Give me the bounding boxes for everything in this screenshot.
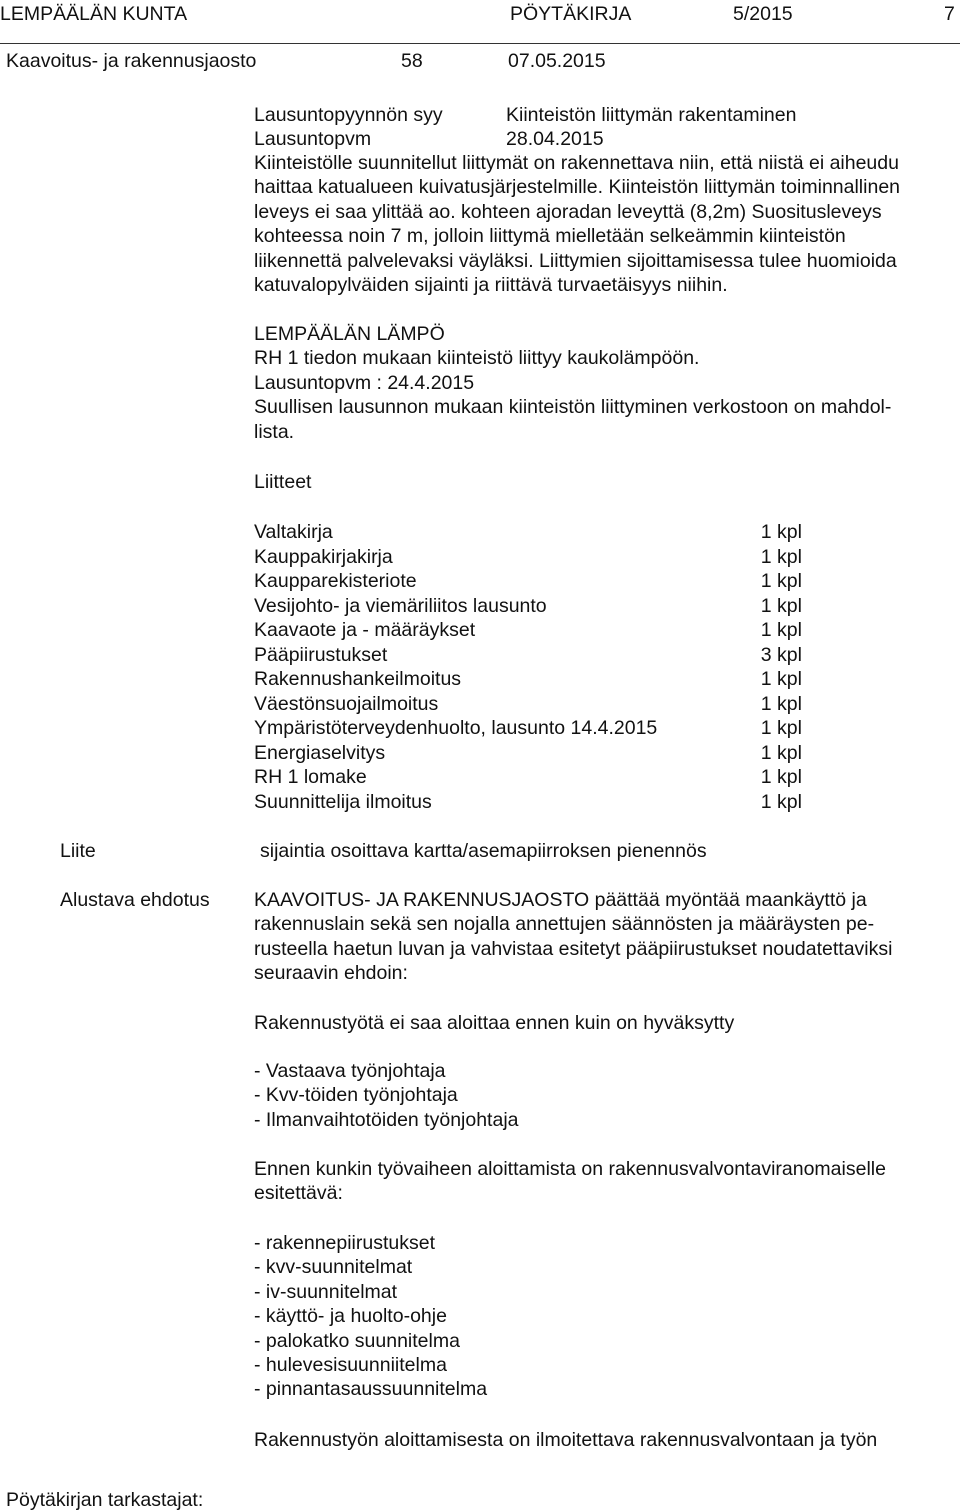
attachment-name: Vesijohto- ja viemäriliitos lausunto: [254, 594, 547, 617]
appendix-text: sijaintia osoittava kartta/asemapiirroksen pienennös: [260, 840, 707, 862]
proposal-line: seuraavin ehdoin:: [254, 962, 408, 985]
meeting-date: 07.05.2015: [508, 50, 606, 72]
statement-line: liikennettä palvelevaksi väyläksi. Liittymien sijoittamisessa tulee huomioida: [254, 249, 897, 272]
attachment-quantity: 1 kpl: [760, 717, 802, 739]
attachment-quantity: 1 kpl: [760, 521, 802, 543]
attachment-name: Valtakirja: [254, 521, 333, 543]
attachment-quantity: 1 kpl: [760, 570, 802, 592]
attachment-name: RH 1 lomake: [254, 766, 367, 788]
attachment-name: Energiaselvitys: [254, 741, 386, 764]
required-role-item: - Ilmanvaihtotöiden työnjohtaja: [254, 1108, 519, 1131]
attachment-quantity: 1 kpl: [760, 692, 802, 715]
required-role-item: - Kvv-töiden työnjohtaja: [254, 1084, 458, 1107]
attachment-quantity: 1 kpl: [760, 741, 802, 764]
heating-statement-line: lista.: [254, 420, 295, 443]
proposal-line: rakennuslain sekä sen nojalla annettujen säännösten ja määräysten pe-: [254, 913, 875, 936]
heating-statement-line: Suullisen lausunnon mukaan kiinteistön liittyminen verkostoon on mahdol-: [254, 396, 892, 419]
final-line-text: Rakennustyön aloittamisesta on ilmoitettava rakennusvalvontaan ja työn: [254, 1429, 878, 1451]
attachment-name: Kaupparekisteriote: [254, 570, 417, 592]
condition-intro: [254, 1011, 960, 1035]
request-reason-label: Lausuntopyynnön syy: [254, 104, 443, 126]
heating-statement-line: RH 1 tiedon mukaan kiinteistö liittyy kaukolämpöön.: [254, 347, 700, 370]
attachment-name: Rakennushankeilmoitus: [254, 668, 462, 690]
required-role-item: - Vastaava työnjohtaja: [254, 1060, 446, 1082]
submit-item: - palokatko suunnitelma: [254, 1329, 460, 1352]
header-divider: [0, 43, 960, 44]
attachment-quantity: 1 kpl: [760, 619, 802, 641]
attachment-name: Pääpiirustukset: [254, 643, 388, 666]
document-type: PÖYTÄKIRJA: [510, 3, 632, 25]
statement-line: leveys ei saa ylittää ao. kohteen ajoradan leveyttä (8,2m) Suositusleveys: [254, 200, 882, 223]
required-roles-list: [254, 1059, 960, 1132]
attachment-quantity: 1 kpl: [760, 766, 802, 788]
attachment-quantity: 1 kpl: [760, 790, 802, 813]
attachment-quantity: 1 kpl: [760, 594, 802, 617]
committee-name: Kaavoitus- ja rakennusjaosto: [6, 50, 257, 72]
proposal-label: Alustava ehdotus: [60, 889, 210, 911]
attachment-quantity: 3 kpl: [760, 643, 802, 666]
attachments-heading: Liitteet: [254, 471, 312, 493]
proposal-line: rusteella haetun luvan ja vahvistaa esitetyt pääpiirustukset noudatettaviksi: [254, 937, 893, 960]
submit-item: - hulevesisuunniitelma: [254, 1354, 447, 1377]
submit-intro-line: esitettävä:: [254, 1182, 343, 1205]
statement-body: [254, 151, 960, 297]
attachment-name: Suunnittelija ilmoitus: [254, 790, 432, 813]
statement-date-label: Lausuntopvm: [254, 128, 372, 150]
heating-statement: [254, 322, 960, 444]
attachment-quantity: 1 kpl: [760, 545, 802, 568]
page-number: 7: [944, 3, 955, 25]
proposal-line: KAAVOITUS- JA RAKENNUSJAOSTO päättää myöntää maankäyttö ja: [254, 889, 867, 911]
submit-item: - käyttö- ja huolto-ohje: [254, 1305, 447, 1328]
org-name: LEMPÄÄLÄN KUNTA: [0, 3, 188, 25]
issue-number: 5/2015: [733, 3, 793, 25]
statement-line: katuvalopylväiden sijainti ja riittävä turvaetäisyys niihin.: [254, 274, 728, 297]
attachment-name: Väestönsuojailmoitus: [254, 692, 439, 715]
proposal-body: [254, 888, 960, 986]
statement-date-value: 28.04.2015: [506, 128, 604, 150]
submit-items-list: [254, 1231, 960, 1402]
heating-statement-title: LEMPÄÄLÄN LÄMPÖ: [254, 323, 445, 345]
attachment-name: Kauppakirjakirja: [254, 545, 393, 568]
attachment-name: Kaavaote ja - määräykset: [254, 619, 476, 641]
attachment-name: Ympäristöterveydenhuolto, lausunto 14.4.2015: [254, 717, 658, 739]
appendix-label: Liite: [60, 840, 96, 862]
submit-intro: [254, 1157, 960, 1206]
heating-statement-line: Lausuntopvm : 24.4.2015: [254, 371, 475, 394]
condition-intro-text: Rakennustyötä ei saa aloittaa ennen kuin on hyväksytty: [254, 1012, 735, 1034]
final-line: [254, 1428, 960, 1452]
statement-line: Kiinteistölle suunnitellut liittymät on rakennettava niin, että niistä ei aiheudu: [254, 152, 899, 174]
attachment-quantity: 1 kpl: [760, 668, 802, 690]
submit-item: - iv-suunnitelmat: [254, 1280, 398, 1303]
submit-item: - kvv-suunnitelmat: [254, 1256, 413, 1279]
request-reason-value: Kiinteistön liittymän rakentaminen: [506, 104, 797, 126]
submit-item: - pinnantasaussuunnitelma: [254, 1378, 488, 1401]
reviewers-label: Pöytäkirjan tarkastajat:: [6, 1489, 204, 1511]
submit-item: - rakennepiirustukset: [254, 1232, 436, 1254]
submit-intro-line: Ennen kunkin työvaiheen aloittamista on rakennusvalvontaviranomaiselle: [254, 1158, 886, 1180]
section-number: 58: [401, 50, 423, 72]
statement-line: haittaa katualueen kuivatusjärjestelmille. Kiinteistön liittymän toiminnallinen: [254, 176, 901, 199]
statement-line: kohteessa noin 7 m, jolloin liittymä mielletään selkeämmin kiinteistön: [254, 225, 846, 248]
